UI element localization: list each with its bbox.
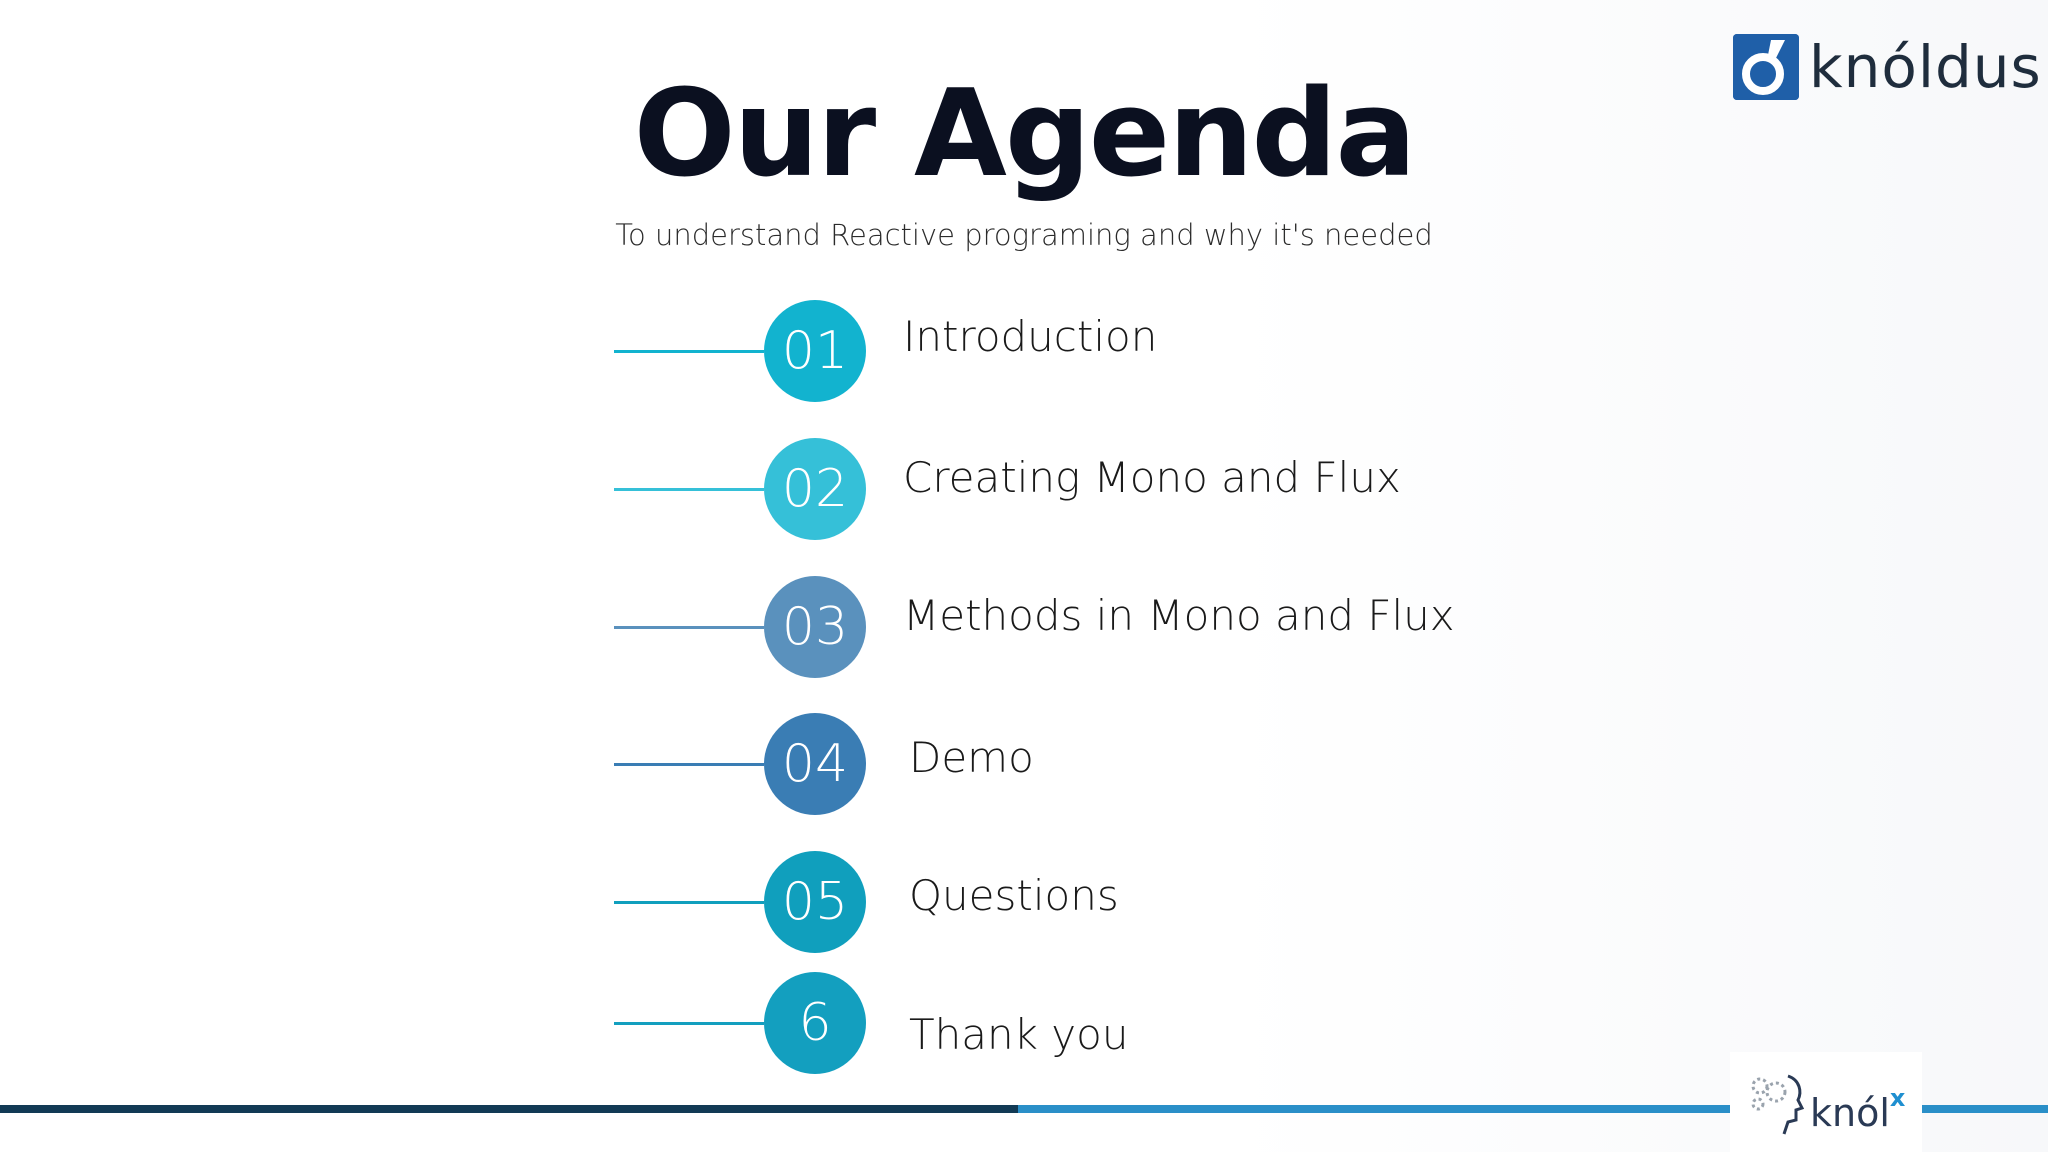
knolx-text [1810,1084,1905,1135]
knoldus-logo-icon [1733,34,1799,100]
agenda-connector [614,350,764,353]
knolx-badge [1730,1052,1922,1152]
agenda-connector [614,763,764,766]
agenda-number-badge: 05 [764,851,866,953]
agenda-item-label: Introduction [903,312,1158,361]
knoldus-logo [1733,32,2042,102]
knolx-superscript: x [1889,1083,1906,1112]
agenda-item-1 [614,300,1514,404]
agenda-item-5 [614,851,1514,955]
agenda-connector [614,626,764,629]
agenda-item-3 [614,576,1514,680]
agenda-number-badge: 01 [764,300,866,402]
agenda-item-label: Thank you [909,1010,1129,1059]
agenda-item-4 [614,713,1514,817]
agenda-number-badge: 03 [764,576,866,678]
agenda-number-badge: 02 [764,438,866,540]
agenda-item-label: Demo [909,733,1034,782]
knolx-label: knól [1810,1090,1890,1135]
agenda-number-badge: 6 [764,972,866,1074]
head-gears-icon [1736,1062,1816,1142]
footer-bar-dark [0,1105,1018,1113]
agenda-connector [614,488,764,491]
knoldus-logo-text: knóldus [1809,33,2042,101]
page-subtitle: To understand Reactive programing and why it's needed [615,218,1433,252]
agenda-item-label: Creating Mono and Flux [903,453,1401,502]
page-title: Our Agenda [633,65,1415,204]
agenda-item-label: Questions [909,871,1119,920]
agenda-item-6 [614,972,1514,1076]
agenda-number-badge: 04 [764,713,866,815]
agenda-item-2 [614,438,1514,542]
agenda-connector [614,901,764,904]
agenda-item-label: Methods in Mono and Flux [903,591,1455,640]
agenda-connector [614,1022,764,1025]
